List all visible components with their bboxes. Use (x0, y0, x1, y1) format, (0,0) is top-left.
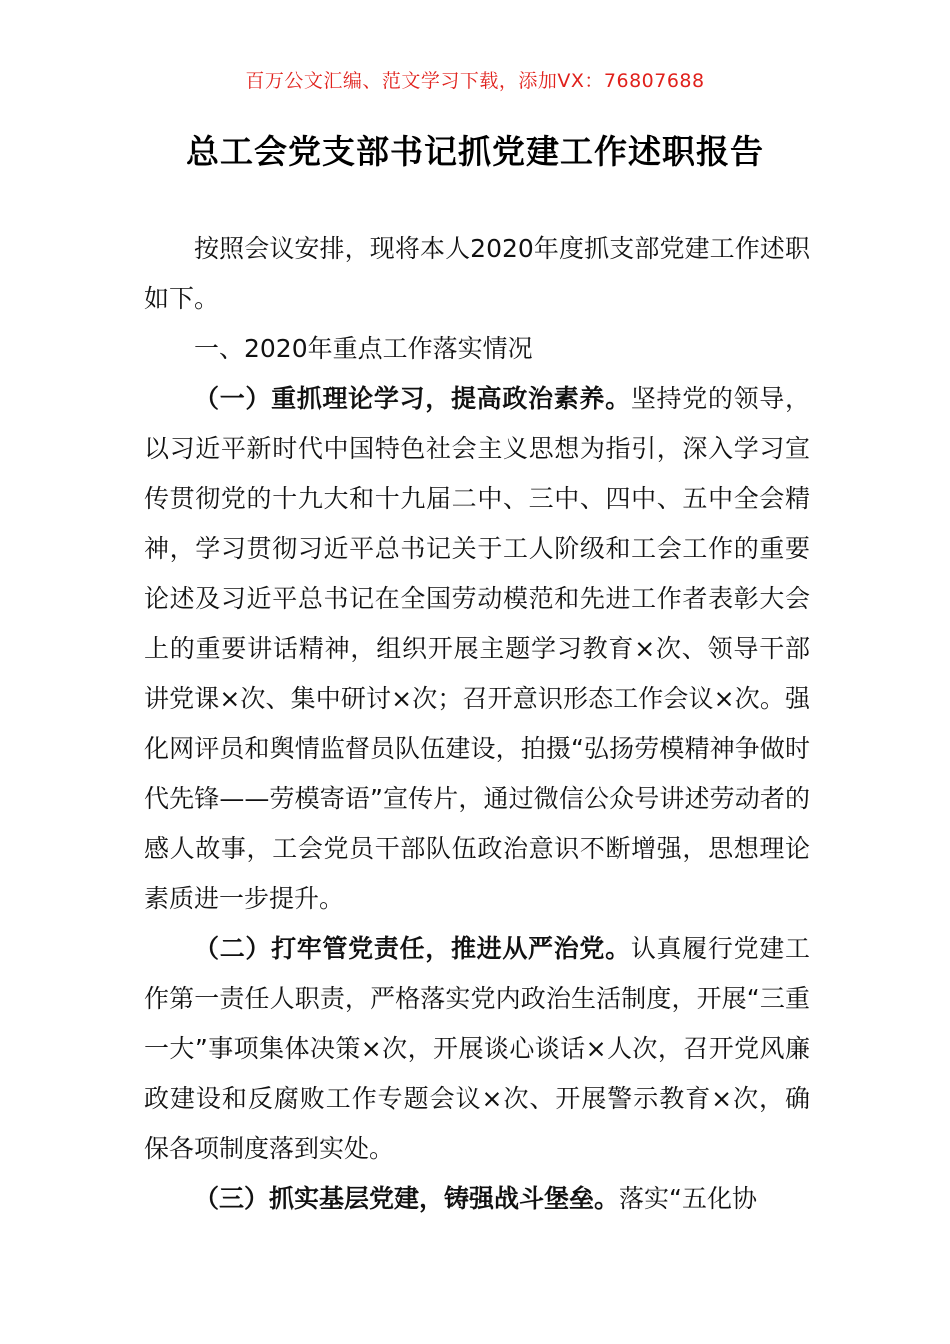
section-heading: 一、2020年重点工作落实情况 (194, 334, 533, 363)
item-3-text: 落实“五化协 (619, 1184, 757, 1213)
paragraph-item-1 (144, 374, 810, 924)
item-3-lead: （三）抓实基层党建，铸强战斗堡垒。 (194, 1184, 620, 1213)
intro-paragraph: 按照会议安排，现将本人2020年度抓支部党建工作述职如下。 (144, 234, 810, 313)
paragraph-item-3 (144, 1174, 810, 1224)
watermark-text: 百万公文汇编、范文学习下载，添加VX：76807688 (245, 70, 705, 92)
item-1-text: 坚持党的领导，以习近平新时代中国特色社会主义思想为指引，深入学习宣传贯彻党的十九大和十九届二中、三中、四中、五中全会精神，学习贯彻习近平总书记关于工人阶级和工会工作的重要论述及习近平总书记在全国劳动模范和先进工作者表彰大会上的重要讲话精神，组织开展主题学习教育×次、领导干部讲党课×次、集中研讨×次；召开意识形态工作会议×次。强化网评员和舆情监督员队伍建设，拍摄“弘扬劳模精神争做时代先锋——劳模寄语”宣传片，通过微信公众号讲述劳动者的感人故事，工会党员干部队伍政治意识不断增强，思想理论素质进一步提升。 (144, 384, 810, 913)
paragraph-item-2 (144, 924, 810, 1174)
document-body (144, 224, 810, 1224)
item-2-lead: （二）打牢管党责任，推进从严治党。 (194, 934, 631, 963)
item-1-lead: （一）重抓理论学习，提高政治素养。 (194, 384, 631, 413)
document-title: 总工会党支部书记抓党建工作述职报告 (186, 132, 764, 171)
item-2-text: 认真履行党建工作第一责任人职责，严格落实党内政治生活制度，开展“三重一大”事项集体决策×次，开展谈心谈话×人次，召开党风廉政建设和反腐败工作专题会议×次、开展警示教育×次，确保各项制度落到实处。 (144, 934, 810, 1163)
